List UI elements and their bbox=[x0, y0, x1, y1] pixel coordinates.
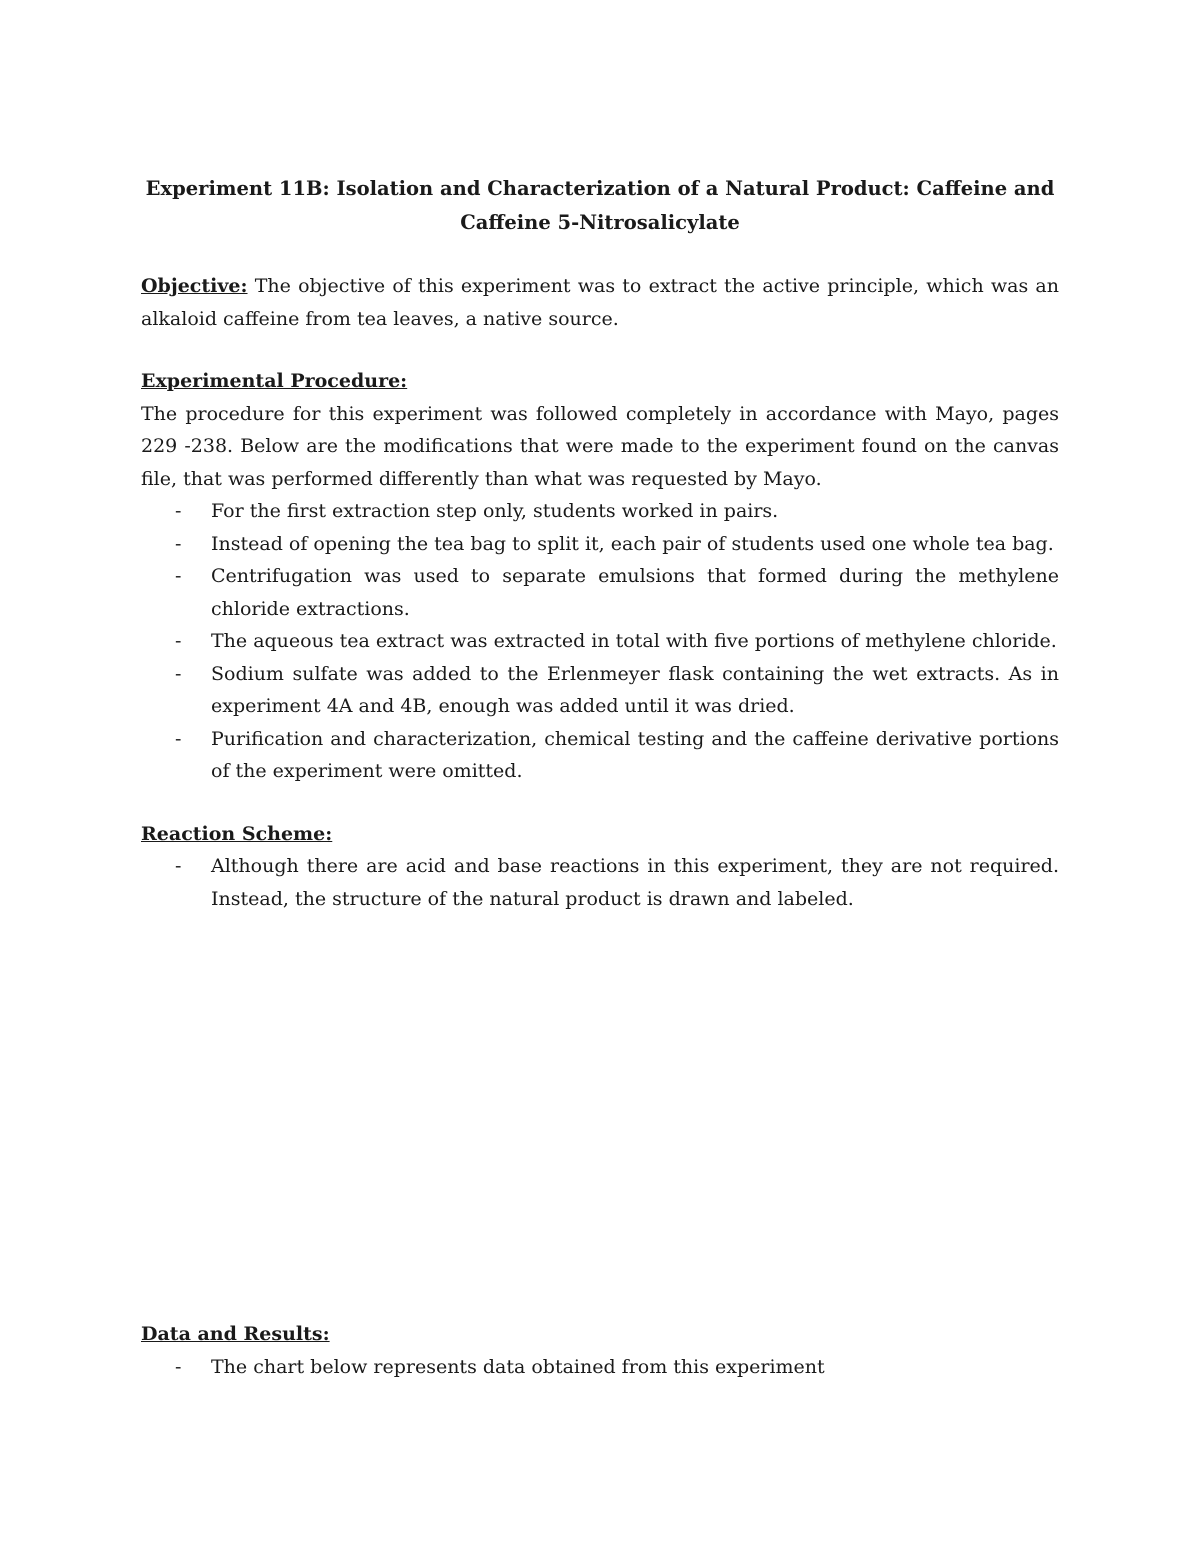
list-item bbox=[141, 850, 1059, 915]
list-item bbox=[141, 528, 1059, 561]
reaction-scheme-heading: Reaction Scheme: bbox=[141, 822, 333, 845]
list-item-text: Although there are acid and base reactions in this experiment, they are not required. Instead, the structure of the natural product is drawn and labeled. bbox=[211, 855, 1059, 910]
objective-paragraph bbox=[141, 270, 1059, 335]
data-results-heading: Data and Results: bbox=[141, 1323, 330, 1345]
procedure-paragraph: The procedure for this experiment was followed completely in accordance with Mayo, pages 229 -238. Below are the modifications that were made to the experiment found on the canvas file, that was performed differently than what was requested by Mayo. bbox=[141, 402, 1059, 490]
bullet-dash: - bbox=[175, 500, 182, 522]
title-line-2: Caffeine 5-Nitrosalicylate bbox=[460, 211, 740, 234]
list-item bbox=[141, 560, 1059, 625]
bullet-dash: - bbox=[175, 855, 182, 877]
bullet-dash: - bbox=[175, 1355, 182, 1378]
bullet-dash: - bbox=[175, 662, 182, 685]
bullet-dash: - bbox=[175, 532, 182, 555]
list-item-text: For the first extraction step only, students worked in pairs. bbox=[211, 500, 779, 522]
procedure-list bbox=[141, 495, 1059, 788]
title-line-1: Experiment 11B: Isolation and Characterization of a Natural Product: Caffeine and bbox=[145, 177, 1055, 200]
document-page bbox=[141, 172, 1059, 1383]
document-title bbox=[141, 172, 1059, 240]
list-item-text: Instead of opening the tea bag to split it, each pair of students used one whole tea bag. bbox=[211, 532, 1054, 555]
list-item-text: The aqueous tea extract was extracted in total with five portions of methylene chloride. bbox=[211, 630, 1057, 652]
reaction-scheme-blank-area bbox=[141, 915, 1059, 1318]
list-item-text: Centrifugation was used to separate emulsions that formed during the methylene chloride extractions. bbox=[211, 565, 1059, 620]
bullet-dash: - bbox=[175, 630, 182, 652]
list-item-text: Sodium sulfate was added to the Erlenmeyer flask containing the wet extracts. As in experiment 4A and 4B, enough was added until it was dried. bbox=[211, 662, 1059, 717]
list-item bbox=[141, 625, 1059, 658]
list-item-text: The chart below represents data obtained from this experiment bbox=[211, 1355, 825, 1378]
list-item-text: Purification and characterization, chemical testing and the caffeine derivative portions of the experiment were omitted. bbox=[211, 727, 1059, 782]
procedure-heading: Experimental Procedure: bbox=[141, 370, 408, 392]
reaction-scheme-list bbox=[141, 850, 1059, 915]
objective-text: The objective of this experiment was to extract the active principle, which was an alkaloid caffeine from tea leaves, a native source. bbox=[141, 275, 1059, 330]
data-results-list bbox=[141, 1351, 1059, 1384]
list-item bbox=[141, 723, 1059, 788]
list-item bbox=[141, 1351, 1059, 1384]
objective-heading: Objective: bbox=[141, 275, 248, 297]
list-item bbox=[141, 658, 1059, 723]
bullet-dash: - bbox=[175, 565, 182, 587]
bullet-dash: - bbox=[175, 727, 182, 750]
list-item bbox=[141, 495, 1059, 528]
